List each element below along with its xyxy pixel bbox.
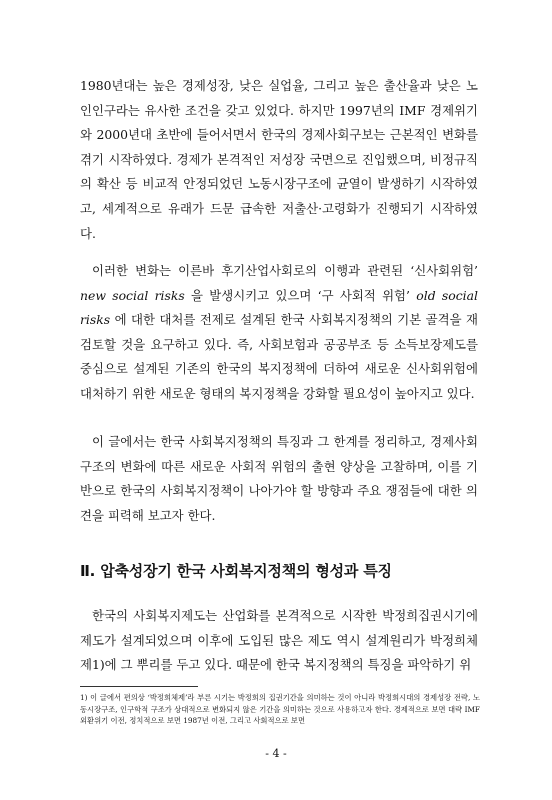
paragraph-1-text: 1980년대는 높은 경제성장, 낮은 실업율, 그리고 높은 출산율과 낮은 노인인구라는 유사한 조건을 갖고 있었다. 하지만 1997년의 IMF 경제위기와 2000년대 초반에 들어서면서 한국의 경제사회구보는 근본적인 변화를 겪기 시작하였다. 경제가 본격적인 저성장 국면으로 진입했으며, 비정규직의 확산 등 비교적 안정되었던 노동시장구조에 균열이 발생하기 시작하였고, 세계적으로 유래가 드문 급속한 저출산·고령화가 진행되기 시작하였다.: [80, 78, 478, 241]
paragraph-2-part-b: 을 발생시키고 있으며 ‘구 사회적 위험’: [184, 287, 417, 303]
paragraph-4: [80, 604, 478, 678]
paragraph-3-text: 이 글에서는 한국 사회복지정책의 특징과 그 한계를 정리하고, 경제사회구조의 변화에 따른 새로운 사회적 위험의 출현 양상을 고찰하며, 이를 기반으로 한국의 사회복지정책이 나아가야 할 방향과 주요 쟁점들에 대한 의견을 피력해 보고자 한다.: [80, 434, 478, 523]
new-social-risks-term: new social risks: [80, 287, 185, 303]
footnote-divider: [80, 686, 198, 687]
paragraph-2: [80, 259, 478, 407]
section-heading: Ⅱ. 압축성장기 한국 사회복지정책의 형성과 특징: [80, 562, 392, 580]
paragraph-2-part-a: 이러한 변화는 이른바 후기산업사회로의 이행과 관련된 ‘신사회위험’: [92, 263, 478, 278]
paragraph-2-part-c: 에 대한 대처를 전제로 설계된 한국 사회복지정책의 기본 골격을 재검토할 것을 요구하고 있다. 즉, 사회보험과 공공부조 등 소득보장제도를 중심으로 설계된 기존의 한국의 복지정책에 더하여 새로운 신사회위험에 대처하기 위한 새로운 형태의 복지정책을 강화할 필요성이 높아지고 있다.: [80, 312, 478, 401]
paragraph-1: [80, 74, 478, 246]
footnote-1: 1) 이 글에서 편의상 ‘박정희체제’라 부른 시기는 박정희의 집권기간을 의미하는 것이 아니라 박정희시대의 경제성장 전략, 노동시장구조, 인구학적 구조가 상대적으로 변화되지 않은 기간을 의미하는 것으로 사용하고자 한다. 경제적으로 보면 대략 IMF 외환위기 이전, 정치적으로 보면 1987년 이전, 그리고 사회적으로 보면: [80, 693, 480, 725]
paragraph-4-text: 한국의 사회복지제도는 산업화를 본격적으로 시작한 박정희집권시기에 제도가 설계되었으며 이후에 도입된 많은 제도 역시 설계원리가 박정희체제1)에 그 뿌리를 두고 있다. 때문에 한국 복지정책의 특징을 파악하기 위: [80, 608, 478, 673]
old-social-risks-term: old social risks: [80, 287, 478, 328]
paragraph-2-text: [80, 259, 478, 407]
paragraph-3: [80, 430, 478, 528]
page-number: - 4 -: [265, 747, 287, 760]
